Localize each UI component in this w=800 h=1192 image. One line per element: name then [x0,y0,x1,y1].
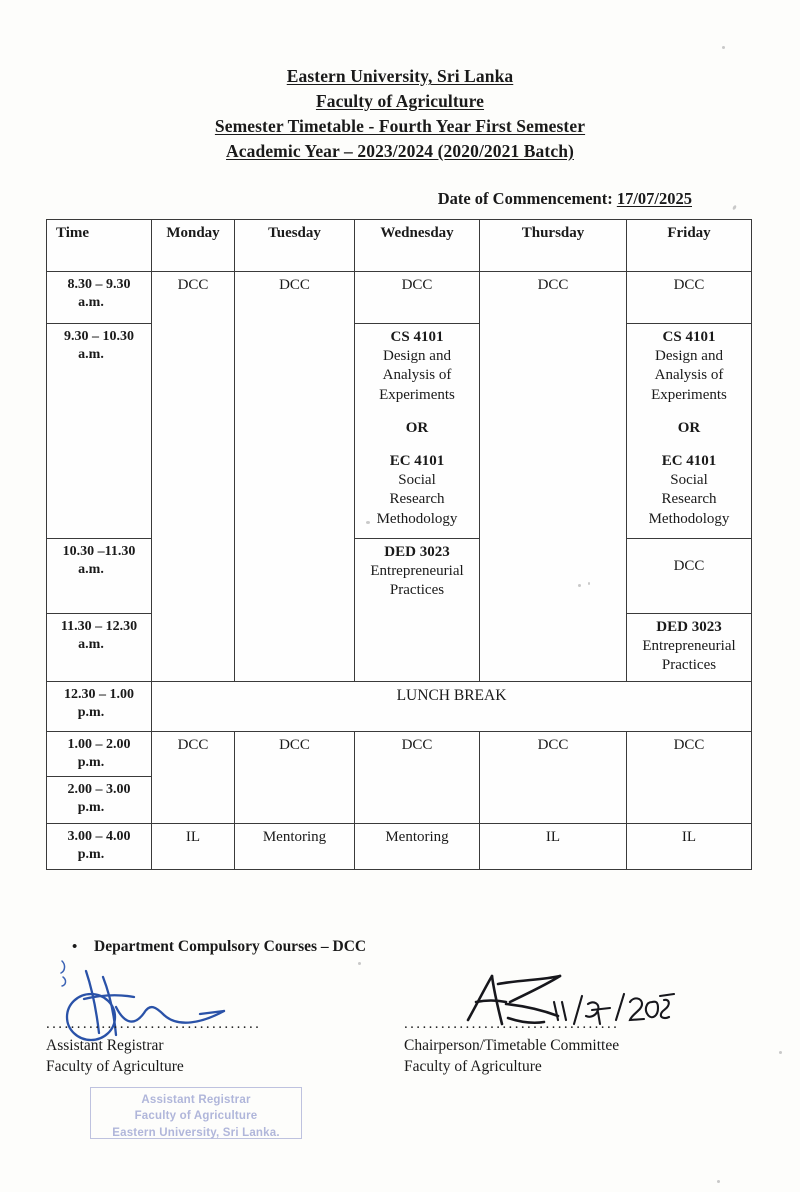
time-range: 10.30 –11.30 [62,544,136,559]
stamp-line-3: Eastern University, Sri Lanka. [112,1126,280,1139]
time-slot-0100 [47,732,152,777]
header-line-university: Eastern University, Sri Lanka [286,66,514,86]
scan-speck [717,1180,720,1183]
column-header-thursday: Thursday [480,220,627,272]
document-header [0,0,800,163]
time-ampm: p.m. [77,754,105,770]
course-title: Experiments [379,386,455,403]
table-row-lunch [47,682,752,732]
table-row [47,824,752,870]
cell-thursday-afternoon: DCC [480,732,627,824]
stamp-line-2: Faculty of Agriculture [134,1110,258,1123]
commencement-label: Date of Commencement: [437,189,613,209]
header-line-academic-year: Academic Year – 2023/2024 (2020/2021 Batch) [226,140,574,161]
signature-block-assistant-registrar [46,1036,184,1078]
time-slot-1230 [47,682,152,732]
signature-faculty: Faculty of Agriculture [404,1057,542,1075]
time-range: 8.30 – 9.30 [67,277,131,292]
cell-friday-1030: DCC [627,539,752,614]
table-header-row [47,220,752,272]
official-stamp [90,1087,302,1139]
course-title: Analysis of [382,367,452,384]
legend-note [72,938,366,956]
column-header-wednesday: Wednesday [355,220,480,272]
cell-monday-morning: DCC [152,272,235,682]
time-range: 3.00 – 4.00 [67,829,131,844]
cell-thursday-morning: DCC [480,272,627,682]
column-header-monday: Monday [152,220,235,272]
course-title: Practices [661,657,717,674]
scan-speck [722,46,725,49]
cell-tuesday-afternoon: DCC [235,732,355,824]
timetable [46,219,752,870]
cell-monday-last: IL [152,824,235,870]
scan-speck [578,584,581,587]
table-row [47,732,752,777]
scan-speck [588,582,590,585]
column-header-time: Time [47,220,152,272]
cell-wednesday-last: Mentoring [355,824,480,870]
signature-faculty: Faculty of Agriculture [46,1057,184,1075]
course-title: Social [398,472,436,489]
stamp-line-1: Assistant Registrar [141,1094,251,1106]
time-ampm: a.m. [78,636,104,652]
time-range: 9.30 – 10.30 [64,329,134,344]
cell-friday-afternoon: DCC [627,732,752,824]
cell-tuesday-last: Mentoring [235,824,355,870]
time-range: 12.30 – 1.00 [64,687,134,702]
course-title: Entrepreneurial [642,638,736,655]
course-title: Research [661,491,717,508]
bullet-icon: • [72,939,78,955]
signature-title: Assistant Registrar [46,1037,164,1054]
signature-block-chairperson [404,1036,619,1078]
course-or-separator: OR [405,419,429,436]
course-title: Methodology [376,510,458,527]
time-slot-0300 [47,824,152,870]
cell-wednesday-ded [355,539,480,682]
time-ampm: a.m. [78,561,104,577]
time-ampm: p.m. [77,799,105,815]
time-ampm: p.m. [77,704,105,720]
course-title: Design and [383,348,451,365]
time-ampm: a.m. [78,294,104,310]
signature-line-left: ................................... [46,1016,262,1032]
course-title: Practices [389,582,445,599]
time-slot-1130 [47,614,152,682]
cell-wednesday-afternoon: DCC [355,732,480,824]
course-title: Methodology [648,510,730,527]
cell-wednesday-0930 [355,324,480,539]
cell-friday-0830: DCC [627,272,752,324]
course-title: Social [670,472,708,489]
course-title: Design and [655,348,723,365]
signature-line-right: ................................... [404,1016,620,1032]
time-ampm: a.m. [78,346,104,362]
cell-friday-0930 [627,324,752,539]
commencement-date: 17/07/2025 [616,189,692,209]
cell-monday-afternoon: DCC [152,732,235,824]
time-slot-0930 [47,324,152,539]
scan-speck [366,521,370,524]
signature-title: Chairperson/Timetable Committee [404,1037,620,1054]
cell-friday-ded [627,614,752,682]
course-title: Research [389,491,445,508]
time-range: 1.00 – 2.00 [67,737,131,752]
scan-speck [358,962,361,965]
course-code: EC 4101 [389,452,445,469]
course-code: DED 3023 [384,544,450,560]
timetable-container [46,219,751,870]
time-range: 11.30 – 12.30 [60,619,138,634]
cell-tuesday-morning: DCC [235,272,355,682]
time-slot-0200 [47,777,152,824]
course-title: Analysis of [654,367,724,384]
course-code: EC 4101 [661,452,717,469]
course-code: CS 4101 [390,329,444,345]
table-row [47,272,752,324]
scan-speck [779,1051,782,1054]
course-or-separator: OR [677,419,701,436]
cell-friday-last: IL [627,824,752,870]
column-header-friday: Friday [627,220,752,272]
column-header-tuesday: Tuesday [235,220,355,272]
time-slot-0830 [47,272,152,324]
cell-wednesday-0830: DCC [355,272,480,324]
course-code: CS 4101 [662,329,716,345]
time-range: 2.00 – 3.00 [67,782,131,797]
header-line-faculty: Faculty of Agriculture [315,90,485,111]
time-ampm: p.m. [77,846,105,862]
commencement-line [0,189,800,209]
course-title: Experiments [651,386,727,403]
course-title: Entrepreneurial [370,563,464,580]
header-line-timetable: Semester Timetable - Fourth Year First Semester [214,115,586,136]
cell-thursday-last: IL [480,824,627,870]
course-code: DED 3023 [656,619,722,635]
time-slot-1030 [47,539,152,614]
legend-text: Department Compulsory Courses – DCC [94,938,367,955]
cell-lunch-break: LUNCH BREAK [152,682,752,732]
